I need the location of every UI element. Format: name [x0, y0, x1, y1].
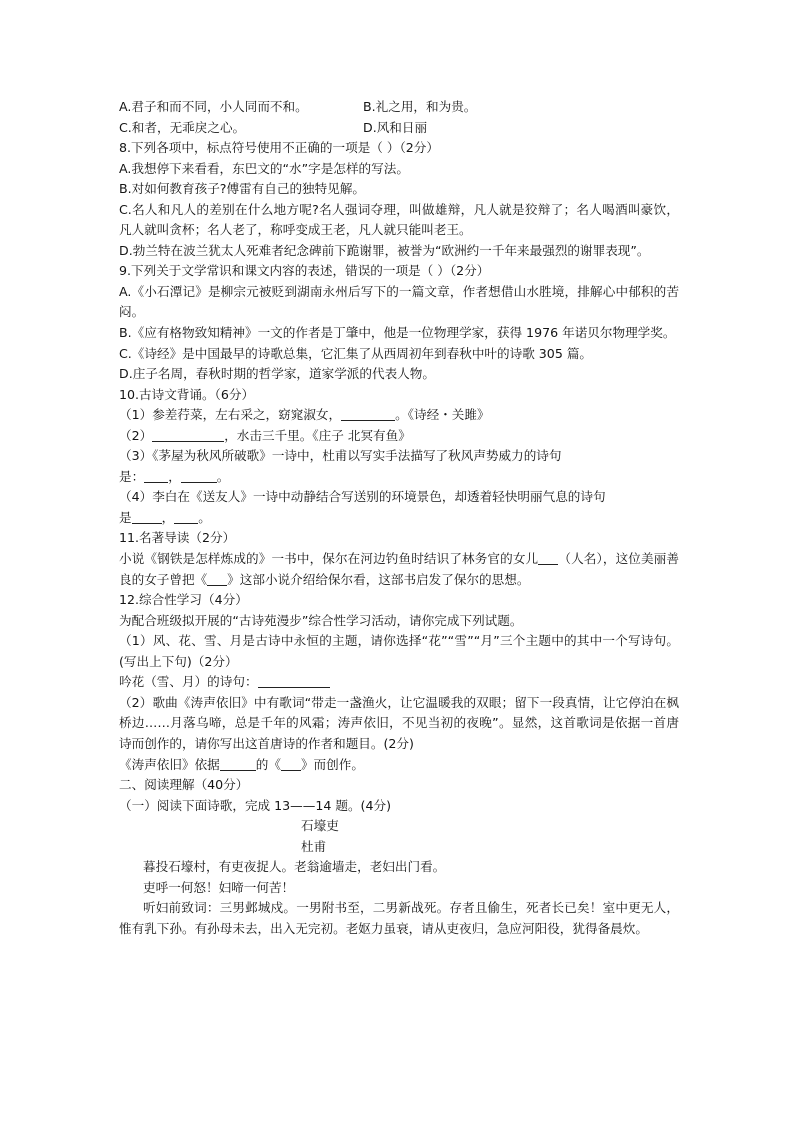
q8-option-a: A.我想停下来看看，东巴文的“水”字是怎样的写法。 — [119, 160, 409, 176]
q9-option-d: D.庄子名周，春秋时期的哲学家，道家学派的代表人物。 — [119, 366, 435, 382]
poem-author: 杜甫 — [301, 838, 327, 854]
answer-blank[interactable] — [181, 468, 217, 483]
q11-stem: 11.名著导读（2分） — [119, 530, 236, 546]
answer-blank[interactable] — [538, 550, 558, 565]
q10-item3-line2 — [119, 467, 679, 488]
q9-option-b: B.《应有格物致知精神》一文的作者是丁肇中，他是一位物理学家，获得 1976 年诺贝尔物理学奖。 — [119, 325, 676, 341]
answer-blank[interactable] — [132, 509, 162, 524]
q11-text-1: 小说《钢铁是怎样炼成的》一书中，保尔在河边钓鱼时结识了林务官的女儿 — [119, 551, 539, 567]
q10-item2-number: （2） — [119, 427, 153, 443]
q10-item4-lead: 是 — [119, 509, 132, 525]
q12-stem: 12.综合性学习（4分） — [119, 592, 248, 608]
exam-page — [119, 97, 679, 939]
q12-part2-text-2: 的《 — [255, 756, 281, 772]
q10-item3-lead: 是： — [119, 468, 145, 484]
q7-option-d: D.风和日丽 — [363, 119, 428, 135]
q10-stem: 10.古诗文背诵。（6分） — [119, 386, 255, 402]
q11-text-2: （人名），这位美丽善良的女子曾把《 — [119, 551, 680, 587]
comma: ， — [168, 468, 181, 484]
q11-body — [119, 549, 679, 590]
poem-paragraph-3: 听妇前致词：三男邺城戍。一男附书至，二男新战死。存者且偷生，死者长已矣！室中更无人，惟有乳下孙。有孙母未去，出入无完初。老妪力虽衰，请从吏夜归，急应河阳役，犹得备晨炊。 — [119, 900, 679, 936]
answer-blank[interactable] — [258, 673, 330, 688]
q12-part1: （1）风、花、雪、月是古诗中永恒的主题，请你选择“花”“雪”“月”三个主题中的其中一个写诗句。(写出上下句)（2分） — [119, 633, 679, 669]
period: 。 — [216, 468, 230, 484]
q10-item1-text: （1）参差荇菜，左右采之，窈窕淑女， — [119, 407, 342, 423]
answer-blank[interactable] — [341, 406, 395, 421]
q7-option-a: A.君子和而不同，小人同而不和。 — [119, 99, 308, 114]
q8-option-b: B.对如何教育孩子?傅雷有自己的独特见解。 — [119, 181, 366, 197]
q12-part2-text-3: 》而创作。 — [300, 756, 364, 772]
q8-option-c: C.名人和凡人的差别在什么地方呢?名人强词夺理，叫做雄辩，凡人就是狡辩了；名人喝酒叫豪饮，凡人就叫贪杯；名人老了，称呼变成王老，凡人就只能叫老王。 — [119, 201, 679, 238]
q7-options-row1 — [119, 97, 679, 118]
answer-blank[interactable] — [220, 756, 256, 771]
q10-item2-text: ，水击三千里。《庄子 北冥有鱼》 — [224, 427, 411, 443]
q10-item2 — [119, 426, 679, 447]
answer-blank[interactable] — [144, 468, 168, 483]
section-title: 二、阅读理解（40分） — [119, 777, 249, 793]
q9-option-a: A.《小石潭记》是柳宗元被贬到湖南永州后写下的一篇文章，作者想借山水胜境，排解心中郁积的苦闷。 — [119, 283, 679, 320]
answer-blank[interactable] — [174, 509, 198, 524]
q9-option-c: C.《诗经》是中国最早的诗歌总集，它汇集了从西周初年到春秋中叶的诗歌 305 篇。 — [119, 345, 593, 361]
poem-line-2: 吏呼一何怒！妇啼一何苦！ — [143, 879, 295, 895]
q8-stem: 8.下列各项中，标点符号使用不正确的一项是（ ）（2分） — [119, 140, 439, 156]
q10-item3-line1: （3）《茅屋为秋风所破歌》一诗中，杜甫以写实手法描写了秋风声势威力的诗句 — [119, 448, 562, 464]
q7-option-c: C.和者，无乖戾之心。 — [119, 119, 246, 135]
period: 。 — [198, 509, 211, 525]
q7-options-row2 — [119, 118, 679, 139]
q12-part2-text-1: 《涛声依旧》依据 — [119, 756, 220, 772]
q10-item4-line2 — [119, 508, 679, 529]
q7-option-b: B.礼之用，和为贵。 — [363, 99, 477, 114]
q12-intro: 为配合班级拟开展的“古诗苑漫步”综合性学习活动，请你完成下列试题。 — [119, 612, 523, 628]
q10-item1 — [119, 405, 679, 426]
comma: ， — [161, 509, 175, 525]
q11-text-3: 》这部小说介绍给保尔看，这部书启发了保尔的思想。 — [227, 571, 530, 587]
q12-part2-answer — [119, 755, 679, 776]
q12-part2: （2）歌曲《涛声依旧》中有歌词“带走一盏渔火，让它温暖我的双眼；留下一段真情，让它停泊在枫桥边……月落乌啼，总是千年的风霜；涛声依旧，不见当初的夜晚”。显然，这首歌词是依据一首唐诗而创作的，请你写出这首唐诗的作者和题目。(2分) — [119, 694, 679, 751]
subsection-title: （一）阅读下面诗歌，完成 13——14 题。(4分) — [119, 797, 391, 813]
q12-part1-answer — [119, 672, 679, 693]
poem-title: 石壕吏 — [301, 818, 339, 834]
q10-item1-source: 。《诗经・关雎》 — [395, 407, 490, 423]
q10-item4-line1: （4）李白在《送友人》一诗中动静结合写送别的环境景色，却透着轻快明丽气息的诗句 — [119, 489, 606, 505]
q9-stem: 9.下列关于文学常识和课文内容的表述，错误的一项是（ ）（2分） — [119, 263, 490, 279]
q12-answer-label: 吟花（雪、月）的诗句： — [119, 674, 258, 690]
poem-line-1: 暮投石壕村，有吏夜捉人。老翁逾墙走，老妇出门看。 — [143, 859, 446, 875]
answer-blank[interactable] — [207, 571, 227, 586]
answer-blank[interactable] — [152, 427, 224, 442]
answer-blank[interactable] — [281, 756, 301, 771]
q8-option-d: D.勃兰特在波兰犹太人死难者纪念碑前下跪谢罪，被誉为“欧洲约一千年来最强烈的谢罪表现”。 — [119, 242, 650, 258]
